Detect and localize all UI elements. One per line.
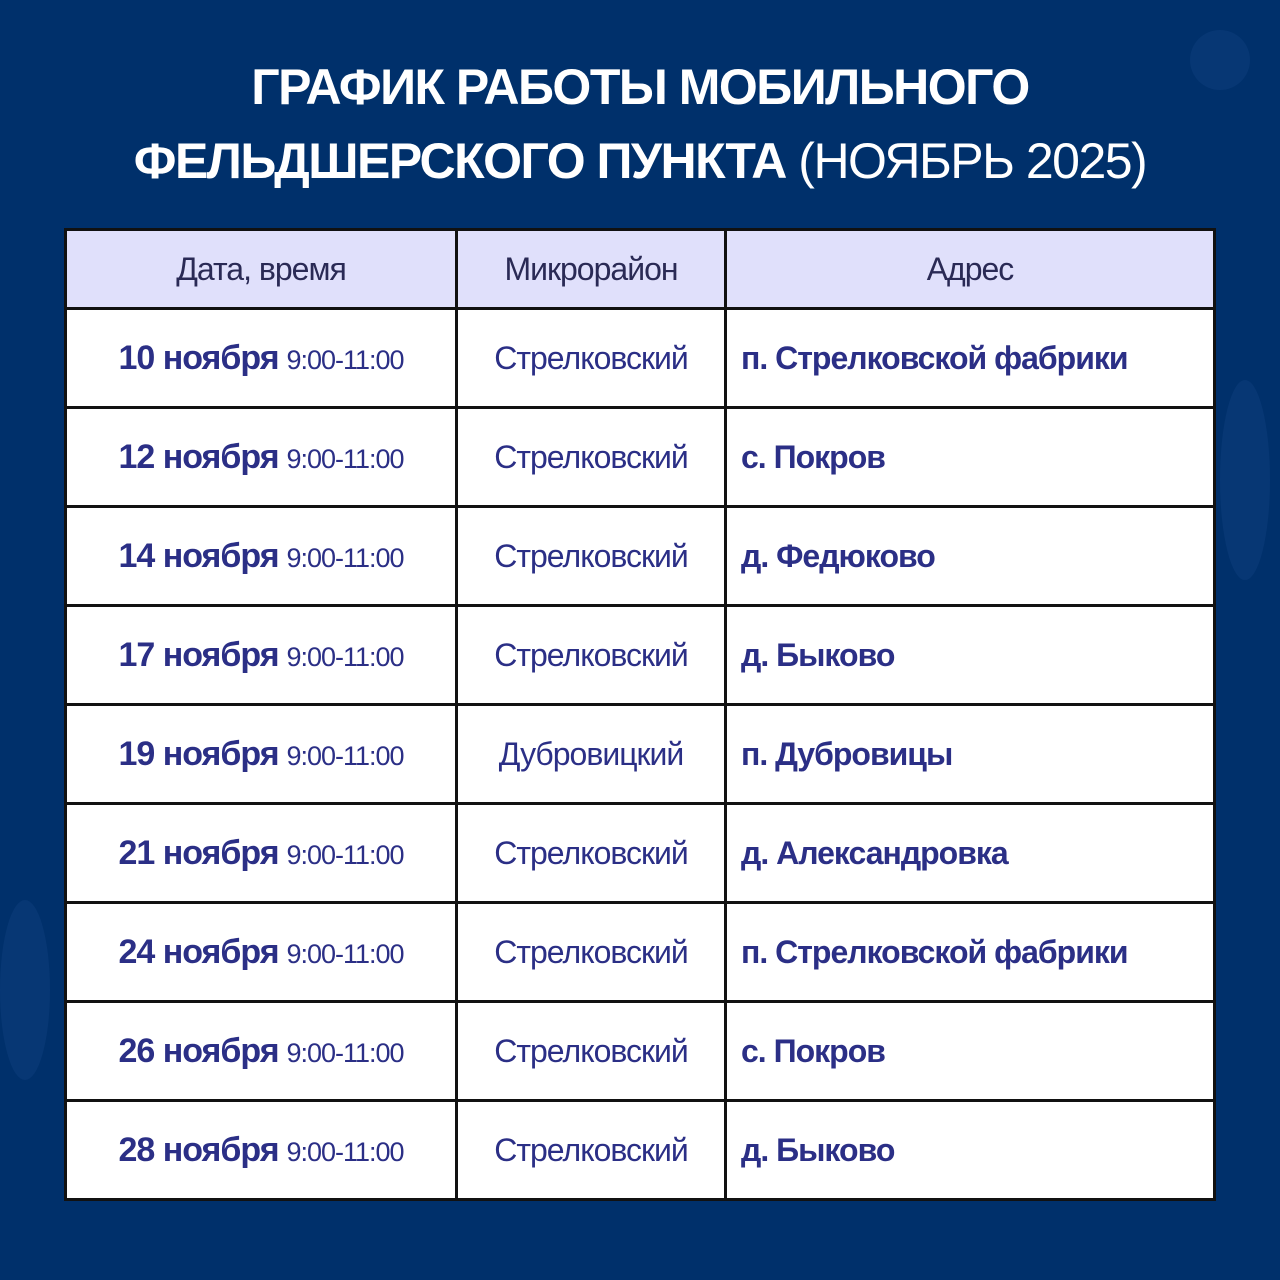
district-cell (457, 903, 726, 1002)
table-row (66, 903, 1215, 1002)
date: 26 ноября (118, 1031, 279, 1070)
table-header (66, 230, 1215, 309)
address-cell (726, 408, 1215, 507)
date-cell (66, 903, 457, 1002)
time: 9:00-11:00 (286, 1037, 404, 1068)
address-cell (726, 606, 1215, 705)
district: Стрелковский (494, 1032, 688, 1069)
date: 21 ноября (118, 833, 279, 872)
header-label: Микрорайон (504, 250, 678, 287)
table-row (66, 804, 1215, 903)
date: 19 ноября (118, 734, 279, 773)
header-label: Дата, время (176, 250, 346, 287)
district: Стрелковский (494, 834, 688, 871)
district-cell (457, 1101, 726, 1200)
address: п. Стрелковской фабрики (741, 933, 1128, 970)
title-line-1: ГРАФИК РАБОТЫ МОБИЛЬНОГО (251, 59, 1029, 115)
date-cell (66, 1002, 457, 1101)
table-row (66, 705, 1215, 804)
address: д. Быково (741, 636, 895, 673)
table-row (66, 1101, 1215, 1200)
address: с. Покров (741, 438, 885, 475)
address-cell (726, 705, 1215, 804)
district-cell (457, 705, 726, 804)
time: 9:00-11:00 (286, 344, 404, 375)
header-address (726, 230, 1215, 309)
date-cell (66, 507, 457, 606)
address-cell (726, 507, 1215, 606)
page-title (40, 50, 1240, 198)
header-label: Адрес (926, 250, 1014, 287)
date: 14 ноября (118, 536, 279, 575)
time: 9:00-11:00 (286, 1136, 404, 1167)
table-row (66, 1002, 1215, 1101)
time: 9:00-11:00 (286, 938, 404, 969)
table-row (66, 408, 1215, 507)
address-cell (726, 1101, 1215, 1200)
title-line-2 (40, 124, 1240, 198)
date-cell (66, 606, 457, 705)
time: 9:00-11:00 (286, 542, 404, 573)
address-cell (726, 903, 1215, 1002)
district: Стрелковский (494, 1131, 688, 1168)
district-cell (457, 606, 726, 705)
date: 17 ноября (118, 635, 279, 674)
address: п. Стрелковской фабрики (741, 339, 1128, 376)
district-cell (457, 309, 726, 408)
date: 10 ноября (118, 338, 279, 377)
date-cell (66, 408, 457, 507)
address-cell (726, 1002, 1215, 1101)
title-bold: ФЕЛЬДШЕРСКОГО ПУНКТА (133, 133, 786, 189)
header-date (66, 230, 457, 309)
address: д. Быково (741, 1131, 895, 1168)
date-cell (66, 1101, 457, 1200)
district: Стрелковский (494, 933, 688, 970)
time: 9:00-11:00 (286, 740, 404, 771)
district: Стрелковский (494, 636, 688, 673)
date-cell (66, 705, 457, 804)
background-decoration (1220, 380, 1270, 580)
schedule-table (64, 228, 1216, 1201)
header-district (457, 230, 726, 309)
time: 9:00-11:00 (286, 839, 404, 870)
district-cell (457, 804, 726, 903)
district-cell (457, 1002, 726, 1101)
address: с. Покров (741, 1032, 885, 1069)
address-cell (726, 309, 1215, 408)
date: 12 ноября (118, 437, 279, 476)
address: д. Федюково (741, 537, 935, 574)
district: Стрелковский (494, 537, 688, 574)
district: Стрелковский (494, 339, 688, 376)
district: Дубровицкий (498, 735, 684, 772)
date-cell (66, 804, 457, 903)
table-row (66, 309, 1215, 408)
table-row (66, 606, 1215, 705)
date-cell (66, 309, 457, 408)
table-row (66, 507, 1215, 606)
title-month: (НОЯБРЬ 2025) (798, 133, 1147, 189)
address: п. Дубровицы (741, 735, 953, 772)
date: 28 ноября (118, 1130, 279, 1169)
address-cell (726, 804, 1215, 903)
time: 9:00-11:00 (286, 443, 404, 474)
address: д. Александровка (741, 834, 1008, 871)
date: 24 ноября (118, 932, 279, 971)
district: Стрелковский (494, 438, 688, 475)
district-cell (457, 408, 726, 507)
background-decoration (0, 900, 50, 1080)
district-cell (457, 507, 726, 606)
time: 9:00-11:00 (286, 641, 404, 672)
